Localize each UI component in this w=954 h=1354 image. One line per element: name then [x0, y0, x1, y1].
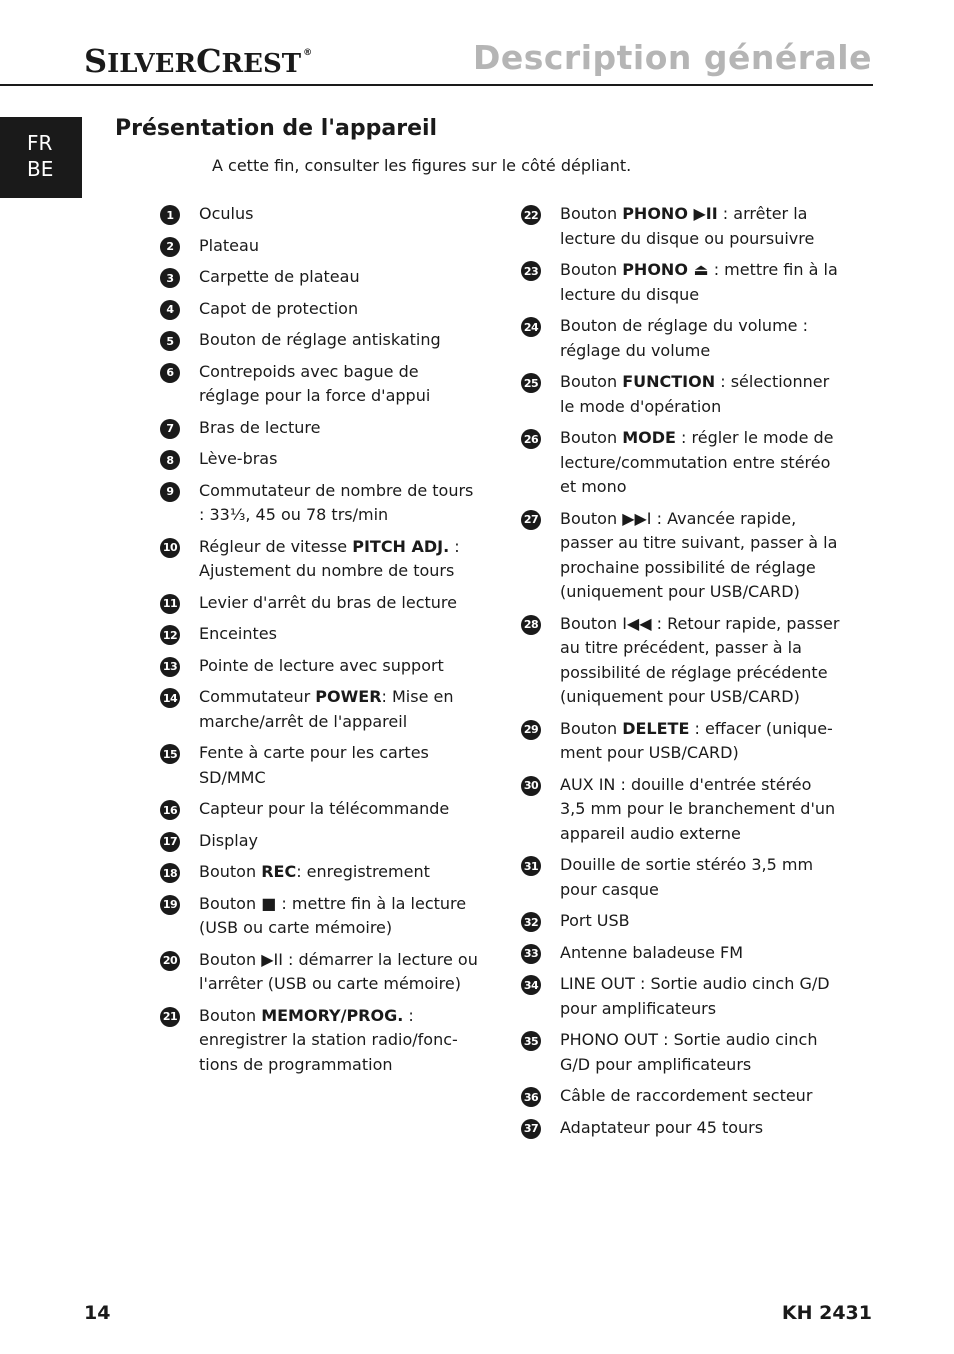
- item-number-badge: 13: [160, 657, 180, 677]
- item-number-badge: 30: [521, 776, 541, 796]
- item-text: Commutateur: [199, 687, 316, 706]
- list-item: [160, 741, 480, 790]
- item-number-badge: 35: [521, 1031, 541, 1051]
- item-text: Bouton: [560, 428, 623, 447]
- item-number-badge: 18: [160, 863, 180, 883]
- item-text: : enregistrement: [296, 862, 430, 881]
- list-item: [160, 202, 480, 227]
- item-description: [199, 797, 449, 822]
- item-description: [199, 860, 430, 885]
- list-item: [160, 654, 480, 679]
- item-text: : Ajustement du nombre de tours: [199, 536, 460, 580]
- item-description: [199, 535, 480, 584]
- list-item: [521, 941, 841, 966]
- list-item: [160, 265, 480, 290]
- item-text: Display: [199, 830, 258, 850]
- list-item: [521, 773, 841, 847]
- item-text: : arrêter la lecture du disque ou poursuivre: [560, 204, 815, 248]
- item-description: [560, 426, 841, 500]
- item-text: : mettre fin à la lecture du disque: [560, 260, 838, 304]
- list-item: [521, 202, 841, 251]
- header-divider: [0, 84, 873, 86]
- item-description: [560, 1116, 763, 1141]
- item-description: [560, 972, 841, 1021]
- item-number-badge: 4: [160, 300, 180, 320]
- item-text: Plateau: [199, 235, 259, 255]
- item-number-badge: 8: [160, 450, 180, 470]
- item-description: [199, 741, 480, 790]
- component-list-right: [521, 202, 841, 1147]
- item-text: Bouton: [560, 372, 623, 391]
- item-text: : enregistrer la station radio/fonc-tions de programmation: [199, 1005, 458, 1074]
- item-text: Bouton: [560, 260, 623, 279]
- list-item: [521, 1116, 841, 1141]
- list-item: [521, 314, 841, 363]
- item-description: [199, 328, 441, 353]
- item-description: [560, 909, 630, 934]
- list-item: [521, 972, 841, 1021]
- list-item: [521, 1028, 841, 1077]
- item-number-badge: 37: [521, 1119, 541, 1139]
- list-item: [160, 829, 480, 854]
- item-number-badge: 27: [521, 510, 541, 530]
- item-description: [199, 265, 360, 290]
- page-number: 14: [84, 1302, 111, 1324]
- item-text: Levier d'arrêt du bras de lecture: [199, 592, 457, 612]
- item-number-badge: 10: [160, 538, 180, 558]
- item-number-badge: 14: [160, 688, 180, 708]
- item-text: Port USB: [560, 911, 630, 930]
- item-number-badge: 11: [160, 594, 180, 614]
- item-text: : effacer (unique-ment pour USB/CARD): [560, 718, 833, 762]
- item-text: Bouton: [199, 862, 262, 881]
- item-text: Antenne baladeuse FM: [560, 942, 744, 962]
- list-item: [160, 797, 480, 822]
- item-description: [560, 612, 841, 710]
- item-description: [199, 202, 253, 227]
- item-description: [560, 258, 841, 307]
- item-description: [199, 622, 277, 647]
- list-item: [521, 507, 841, 605]
- item-number-badge: 19: [160, 895, 180, 915]
- brand-text: ILVER: [107, 49, 197, 79]
- item-number-badge: 22: [521, 205, 541, 225]
- item-text: AUX IN : douille d'entrée stéréo 3,5 mm pour le branchement d'un appareil audio externe: [560, 774, 836, 843]
- item-description: [199, 297, 358, 322]
- language-code: BE: [27, 157, 54, 181]
- item-text: Bouton: [199, 1005, 262, 1025]
- item-number-badge: 16: [160, 800, 180, 820]
- list-item: [160, 860, 480, 885]
- item-number-badge: 2: [160, 237, 180, 257]
- item-number-badge: 17: [160, 832, 180, 852]
- list-item: [160, 622, 480, 647]
- item-description: [199, 685, 480, 734]
- item-number-badge: 34: [521, 975, 541, 995]
- list-item: [160, 234, 480, 259]
- item-text: Enceintes: [199, 624, 277, 643]
- item-text: : sélectionner le mode d'opération: [560, 372, 830, 416]
- list-item: [521, 370, 841, 419]
- item-number-badge: 1: [160, 205, 180, 225]
- item-text: : régler le mode de lecture/commutation entre stéréo et mono: [560, 428, 834, 496]
- item-text: Bras de lecture: [199, 417, 321, 437]
- item-text: Commutateur de nombre de tours : 33⅓, 45 ou 78 trs/min: [199, 480, 474, 524]
- item-number-badge: 7: [160, 419, 180, 439]
- item-text: Bouton de réglage du volume : réglage du volume: [560, 316, 808, 360]
- model-number: KH 2431: [781, 1302, 872, 1324]
- list-item: [160, 892, 480, 941]
- item-description: [560, 773, 841, 847]
- list-item: [160, 1004, 480, 1078]
- item-number-badge: 21: [160, 1007, 180, 1027]
- item-description: [199, 360, 480, 409]
- list-item: [521, 717, 841, 766]
- item-description: [560, 941, 743, 966]
- item-text: Bouton ▶II : démarrer la lecture ou l'arrêter (USB ou carte mémoire): [199, 949, 478, 993]
- list-item: [521, 1084, 841, 1109]
- list-item: [521, 426, 841, 500]
- item-number-badge: 36: [521, 1087, 541, 1107]
- list-item: [160, 479, 480, 528]
- item-number-badge: 24: [521, 317, 541, 337]
- item-number-badge: 15: [160, 744, 180, 764]
- item-number-badge: 33: [521, 944, 541, 964]
- item-text: Bouton ▶▶I : Avancée rapide, passer au titre suivant, passer à la prochaine possibilité de réglage (uniquement pour USB/CARD): [560, 508, 838, 601]
- item-description: [560, 507, 841, 605]
- item-number-badge: 9: [160, 482, 180, 502]
- item-text: Capot de protection: [199, 298, 359, 318]
- item-description: [560, 853, 841, 902]
- item-description: [560, 202, 841, 251]
- item-control-name: REC: [261, 862, 297, 881]
- list-item: [521, 258, 841, 307]
- item-number-badge: 31: [521, 856, 541, 876]
- list-item: [160, 685, 480, 734]
- item-number-badge: 20: [160, 951, 180, 971]
- item-text: Câble de raccordement secteur: [560, 1086, 813, 1105]
- item-text: Contrepoids avec bague de réglage pour la force d'appui: [199, 361, 431, 405]
- section-title: Présentation de l'appareil: [115, 116, 438, 141]
- item-number-badge: 23: [521, 261, 541, 281]
- item-text: Carpette de plateau: [199, 267, 360, 286]
- list-item: [521, 853, 841, 902]
- item-control-name: ■: [261, 893, 277, 913]
- item-description: [560, 1084, 812, 1109]
- item-description: [199, 1004, 480, 1078]
- list-item: [160, 360, 480, 409]
- item-description: [199, 892, 480, 941]
- item-description: [199, 829, 258, 854]
- item-text: Bouton: [560, 204, 623, 223]
- item-control-name: MEMORY/PROG.: [261, 1005, 404, 1025]
- list-item: [160, 535, 480, 584]
- item-description: [199, 591, 457, 616]
- item-description: [199, 654, 444, 679]
- item-text: Oculus: [199, 204, 254, 223]
- list-item: [521, 909, 841, 934]
- item-description: [199, 948, 480, 997]
- component-list-left: [160, 202, 480, 1084]
- brand-text: REST: [221, 49, 302, 79]
- item-control-name: PHONO ⏏: [622, 260, 709, 279]
- item-number-badge: 3: [160, 268, 180, 288]
- item-control-name: MODE: [622, 428, 676, 447]
- item-control-name: POWER: [315, 687, 382, 706]
- item-text: Douille de sortie stéréo 3,5 mm pour casque: [560, 855, 814, 899]
- page-title: Description générale: [472, 38, 872, 77]
- item-number-badge: 25: [521, 373, 541, 393]
- list-item: [160, 948, 480, 997]
- item-text: PHONO OUT : Sortie audio cinch G/D pour amplificateurs: [560, 1030, 818, 1074]
- item-number-badge: 5: [160, 331, 180, 351]
- brand-letter: C: [196, 42, 222, 80]
- brand-logo: [84, 42, 312, 80]
- item-description: [560, 370, 841, 419]
- item-text: Lève-bras: [199, 449, 278, 468]
- list-item: [160, 297, 480, 322]
- item-text: Bouton: [199, 893, 262, 913]
- item-number-badge: 12: [160, 625, 180, 645]
- item-control-name: PHONO ▶II: [622, 204, 718, 223]
- item-text: Fente à carte pour les cartes SD/MMC: [199, 743, 429, 787]
- brand-letter: S: [84, 42, 108, 80]
- item-text: Bouton: [560, 718, 623, 738]
- item-description: [560, 717, 841, 766]
- item-description: [199, 447, 277, 472]
- item-text: Pointe de lecture avec support: [199, 655, 444, 675]
- item-description: [560, 314, 841, 363]
- item-description: [199, 479, 480, 528]
- list-item: [160, 328, 480, 353]
- item-text: : mettre fin à la lecture (USB ou carte mémoire): [199, 893, 467, 937]
- section-intro: A cette fin, consulter les figures sur le côté dépliant.: [212, 156, 632, 175]
- item-control-name: PITCH ADJ.: [352, 536, 450, 556]
- list-item: [160, 447, 480, 472]
- item-description: [560, 1028, 841, 1077]
- item-number-badge: 28: [521, 615, 541, 635]
- item-number-badge: 29: [521, 720, 541, 740]
- item-number-badge: 32: [521, 912, 541, 932]
- item-description: [199, 416, 320, 441]
- item-text: LINE OUT : Sortie audio cinch G/D pour amplificateurs: [560, 974, 830, 1018]
- item-control-name: DELETE: [622, 718, 690, 738]
- item-number-badge: 6: [160, 363, 180, 383]
- list-item: [160, 416, 480, 441]
- item-text: Bouton I◀◀ : Retour rapide, passer au titre précédent, passer à la possibilité de réglage précédente (uniquement pour USB/CARD): [560, 613, 840, 706]
- item-description: [199, 234, 259, 259]
- language-code: FR: [27, 131, 53, 155]
- item-text: Capteur pour la télécommande: [199, 799, 450, 818]
- language-tab: [0, 117, 82, 198]
- item-text: Adaptateur pour 45 tours: [560, 1117, 764, 1137]
- item-text: Régleur de vitesse: [199, 536, 353, 556]
- registered-mark: ®: [303, 48, 313, 58]
- item-text: Bouton de réglage antiskating: [199, 330, 441, 349]
- list-item: [160, 591, 480, 616]
- item-number-badge: 26: [521, 429, 541, 449]
- item-control-name: FUNCTION: [622, 372, 716, 391]
- item-text: : Mise en marche/arrêt de l'appareil: [199, 687, 454, 731]
- list-item: [521, 612, 841, 710]
